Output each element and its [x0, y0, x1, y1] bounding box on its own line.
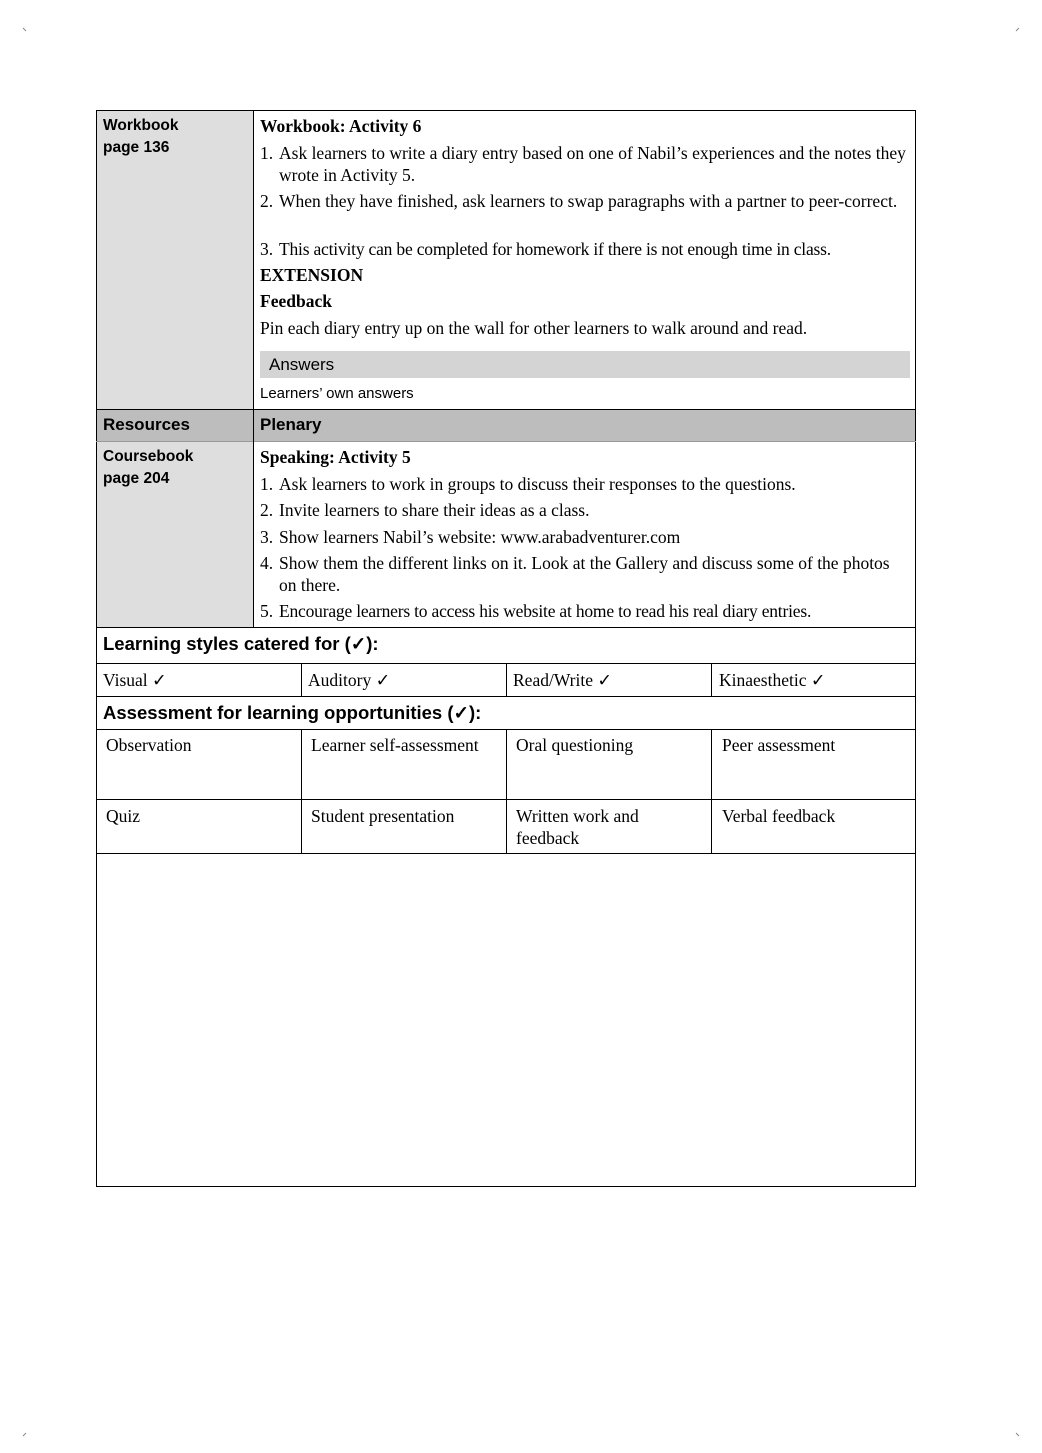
step-number: 3. [260, 239, 274, 259]
answers-heading: Answers [269, 355, 335, 374]
workbook-activity-title: Workbook: Activity 6 [260, 116, 422, 136]
workbook-ref-line2: page 136 [103, 139, 170, 156]
step-text: Ask learners to work in groups to discuss their responses to the questions. [279, 474, 796, 494]
workbook-step-2 [260, 191, 908, 213]
step-number: 1. [260, 474, 274, 494]
coursebook-ref-line1: Coursebook [103, 448, 194, 465]
step-text: This activity can be completed for homework if there is not enough time in class. [279, 239, 831, 259]
rule-below-workbook [96, 409, 916, 410]
answers-text: Learners’ own answers [260, 385, 414, 402]
style-read-write: Read/Write ✓ [513, 670, 612, 690]
assessment-self-assessment: Learner self-assessment [311, 735, 479, 755]
step-number: 1. [260, 143, 274, 163]
assessment-student-presentation: Student presentation [311, 806, 455, 826]
notes-area [97, 855, 915, 1186]
assessment-quiz: Quiz [106, 806, 141, 826]
rule-assess-col3 [711, 729, 712, 854]
style-auditory: Auditory ✓ [308, 670, 391, 690]
step-number: 2. [260, 500, 274, 520]
plenary-step-5 [260, 601, 908, 623]
workbook-step-1 [260, 143, 908, 186]
extension-heading: EXTENSION [260, 265, 364, 285]
step-text: Invite learners to share their ideas as a class. [279, 500, 590, 520]
rule-assess-col1 [301, 729, 302, 854]
step-text: Show them the different links on it. Look at the Gallery and discuss some of the photos on there. [279, 553, 890, 595]
rule-styles-col2 [506, 663, 507, 697]
workbook-step-3 [260, 239, 908, 261]
rule-styles-col1 [301, 663, 302, 697]
assessment-heading: Assessment for learning opportunities (✓): [103, 702, 482, 723]
step-number: 2. [260, 191, 274, 211]
learning-styles-heading: Learning styles catered for (✓): [103, 633, 379, 654]
feedback-heading: Feedback [260, 291, 332, 311]
coursebook-reference [103, 446, 193, 490]
plenary-step-1 [260, 474, 908, 496]
step-text: Show learners Nabil’s website: www.arabadventurer.com [279, 527, 681, 547]
plenary-heading: Plenary [260, 415, 322, 434]
assessment-observation: Observation [106, 735, 192, 755]
workbook-reference [103, 115, 179, 159]
plenary-step-3 [260, 527, 908, 549]
assessment-written-work: Written work and feedback [516, 806, 639, 848]
step-text: When they have finished, ask learners to swap paragraphs with a partner to peer-correct. [279, 191, 898, 211]
style-visual: Visual ✓ [103, 670, 167, 690]
crop-mark-bottom-left [22, 1424, 28, 1430]
step-number: 3. [260, 527, 274, 547]
assessment-verbal-feedback: Verbal feedback [722, 806, 836, 826]
plenary-activity-title: Speaking: Activity 5 [260, 447, 411, 467]
rule-ref-column [253, 110, 254, 628]
step-number: 5. [260, 601, 274, 621]
resources-heading: Resources [103, 415, 190, 434]
rule-styles-col3 [711, 663, 712, 697]
assessment-oral-questioning: Oral questioning [516, 735, 634, 755]
assessment-peer-assessment: Peer assessment [722, 735, 836, 755]
rule-assess-col2 [506, 729, 507, 854]
step-number: 4. [260, 553, 274, 573]
plenary-step-2 [260, 500, 908, 522]
rule-below-resources [96, 441, 916, 442]
plenary-step-4 [260, 553, 908, 596]
crop-mark-bottom-right [1014, 1424, 1020, 1430]
workbook-ref-line1: Workbook [103, 117, 179, 134]
coursebook-ref-line2: page 204 [103, 470, 170, 487]
step-text: Encourage learners to access his website at home to read his real diary entries. [279, 601, 812, 621]
rule-below-plenary [96, 627, 916, 628]
feedback-text: Pin each diary entry up on the wall for other learners to walk around and read. [260, 318, 808, 338]
style-kinaesthetic: Kinaesthetic ✓ [719, 670, 826, 690]
crop-mark-top-right [1014, 20, 1020, 26]
crop-mark-top-left [22, 20, 28, 26]
step-text: Ask learners to write a diary entry based on one of Nabil’s experiences and the notes they wrote in Activity 5. [279, 143, 906, 185]
